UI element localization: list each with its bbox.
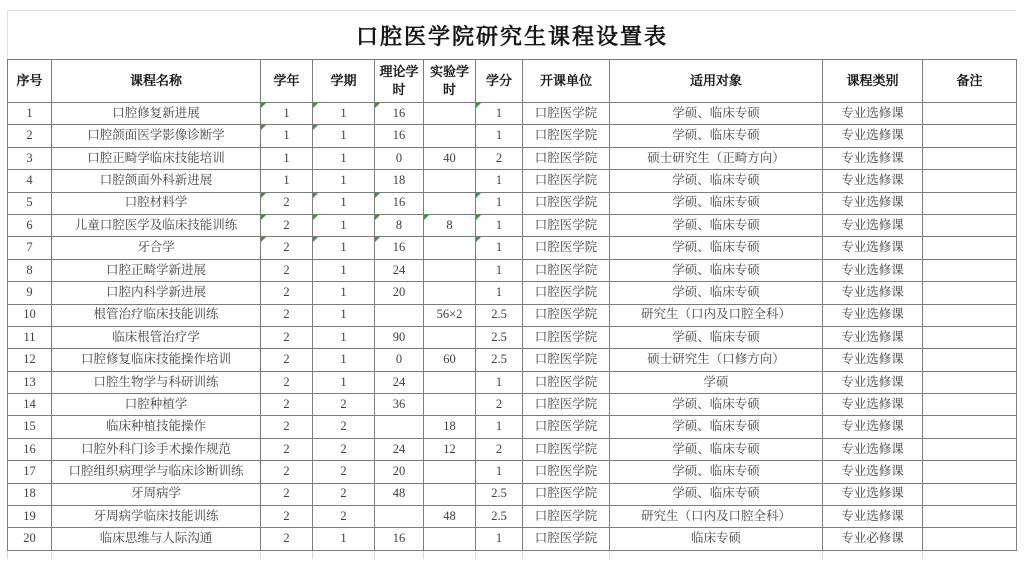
table-row — [8, 394, 1017, 416]
cell-index: 14 — [8, 394, 52, 416]
cell-unit: 口腔医学院 — [523, 103, 610, 125]
cell-target: 学硕、临床专硕 — [610, 170, 823, 192]
cell-course-name: 临床思维与人际沟通 — [52, 528, 261, 550]
stored-as-text-marker-icon — [261, 103, 266, 108]
table-header — [8, 60, 1017, 103]
stored-as-text-marker-icon — [476, 215, 481, 220]
cell-index: 1 — [8, 103, 52, 125]
cell-index: 5 — [8, 192, 52, 214]
cell-index: 11 — [8, 326, 52, 348]
stored-as-text-marker-icon — [313, 237, 318, 242]
table-row — [8, 416, 1017, 438]
cell-index: 12 — [8, 349, 52, 371]
cell-credit: 1 — [476, 237, 523, 259]
cell-credit: 1 — [476, 259, 523, 281]
cell-term: 2 — [313, 438, 375, 460]
cell-unit: 口腔医学院 — [523, 147, 610, 169]
cell-remark — [923, 214, 1017, 236]
cell-index: 6 — [8, 214, 52, 236]
partial-row — [8, 551, 1017, 559]
cell-theory-hours: 16 — [375, 103, 424, 125]
cell-term: 1 — [313, 237, 375, 259]
cell-category: 专业选修课 — [823, 304, 923, 326]
cell-unit: 口腔医学院 — [523, 483, 610, 505]
cell-lab-hours — [424, 326, 476, 348]
empty-cell — [52, 551, 261, 559]
cell-unit: 口腔医学院 — [523, 506, 610, 528]
column-header-theory: 理论学时 — [375, 60, 424, 103]
table-row — [8, 170, 1017, 192]
table-row — [8, 103, 1017, 125]
cell-target: 学硕、临床专硕 — [610, 461, 823, 483]
cell-course-name: 临床根管治疗学 — [52, 326, 261, 348]
cell-target: 学硕、临床专硕 — [610, 438, 823, 460]
cell-unit: 口腔医学院 — [523, 528, 610, 550]
stored-as-text-marker-icon — [476, 103, 481, 108]
cell-remark — [923, 326, 1017, 348]
stored-as-text-marker-icon — [476, 193, 481, 198]
cell-lab-hours: 12 — [424, 438, 476, 460]
cell-target: 硕士研究生（口修方向） — [610, 349, 823, 371]
stored-as-text-marker-icon — [261, 237, 266, 242]
cell-credit: 2 — [476, 147, 523, 169]
cell-target: 研究生（口内及口腔全科） — [610, 304, 823, 326]
cell-category: 专业选修课 — [823, 192, 923, 214]
cell-course-name: 口腔外科门诊手术操作规范 — [52, 438, 261, 460]
cell-unit: 口腔医学院 — [523, 371, 610, 393]
cell-course-name: 口腔正畸学新进展 — [52, 259, 261, 281]
cell-unit: 口腔医学院 — [523, 438, 610, 460]
cell-credit: 1 — [476, 192, 523, 214]
cell-lab-hours — [424, 192, 476, 214]
cell-year: 2 — [261, 483, 313, 505]
cell-category: 专业选修课 — [823, 282, 923, 304]
cell-index: 15 — [8, 416, 52, 438]
column-header-lab: 实验学时 — [424, 60, 476, 103]
cell-category: 专业选修课 — [823, 416, 923, 438]
empty-cell — [261, 551, 313, 559]
cell-year: 1 — [261, 125, 313, 147]
cell-lab-hours — [424, 394, 476, 416]
cell-category: 专业选修课 — [823, 170, 923, 192]
cell-term: 1 — [313, 125, 375, 147]
stored-as-text-marker-icon — [476, 237, 481, 242]
cell-term: 1 — [313, 259, 375, 281]
cell-year: 1 — [261, 103, 313, 125]
cell-theory-hours: 8 — [375, 214, 424, 236]
cell-unit: 口腔医学院 — [523, 259, 610, 281]
cell-credit: 2.5 — [476, 483, 523, 505]
empty-cell — [476, 551, 523, 559]
empty-cell — [424, 551, 476, 559]
table-body — [8, 103, 1017, 551]
cell-category: 专业选修课 — [823, 438, 923, 460]
table-row — [8, 461, 1017, 483]
cell-course-name: 儿童口腔医学及临床技能训练 — [52, 214, 261, 236]
cell-unit: 口腔医学院 — [523, 326, 610, 348]
cell-remark — [923, 461, 1017, 483]
cell-term: 1 — [313, 214, 375, 236]
stored-as-text-marker-icon — [313, 193, 318, 198]
cell-credit: 1 — [476, 461, 523, 483]
cell-credit: 1 — [476, 371, 523, 393]
cell-lab-hours — [424, 103, 476, 125]
cell-course-name: 口腔修复新进展 — [52, 103, 261, 125]
column-header-course: 课程名称 — [52, 60, 261, 103]
empty-cell — [610, 551, 823, 559]
cell-target: 学硕、临床专硕 — [610, 103, 823, 125]
cell-index: 3 — [8, 147, 52, 169]
cell-index: 4 — [8, 170, 52, 192]
cell-course-name: 口腔生物学与科研训练 — [52, 371, 261, 393]
cell-year: 2 — [261, 214, 313, 236]
cell-theory-hours: 20 — [375, 282, 424, 304]
cell-course-name: 牙周病学 — [52, 483, 261, 505]
cell-theory-hours — [375, 506, 424, 528]
cell-credit: 2.5 — [476, 304, 523, 326]
cell-unit: 口腔医学院 — [523, 282, 610, 304]
cell-category: 专业选修课 — [823, 394, 923, 416]
cell-category: 专业必修课 — [823, 528, 923, 550]
cell-term: 2 — [313, 483, 375, 505]
cell-category: 专业选修课 — [823, 349, 923, 371]
cell-credit: 2 — [476, 394, 523, 416]
cell-index: 16 — [8, 438, 52, 460]
cell-target: 学硕、临床专硕 — [610, 483, 823, 505]
cell-credit: 2.5 — [476, 506, 523, 528]
cell-theory-hours: 24 — [375, 438, 424, 460]
cell-credit: 1 — [476, 125, 523, 147]
cell-lab-hours — [424, 282, 476, 304]
cell-unit: 口腔医学院 — [523, 394, 610, 416]
table-row — [8, 237, 1017, 259]
cell-unit: 口腔医学院 — [523, 304, 610, 326]
cell-course-name: 牙周病学临床技能训练 — [52, 506, 261, 528]
cell-year: 1 — [261, 170, 313, 192]
cell-target: 学硕、临床专硕 — [610, 394, 823, 416]
cell-unit: 口腔医学院 — [523, 170, 610, 192]
cell-course-name: 口腔颌面外科新进展 — [52, 170, 261, 192]
cell-theory-hours: 0 — [375, 349, 424, 371]
cell-lab-hours — [424, 371, 476, 393]
cell-target: 学硕、临床专硕 — [610, 214, 823, 236]
cell-index: 10 — [8, 304, 52, 326]
cell-unit: 口腔医学院 — [523, 349, 610, 371]
cell-remark — [923, 394, 1017, 416]
cell-term: 1 — [313, 304, 375, 326]
cell-credit: 2.5 — [476, 349, 523, 371]
stored-as-text-marker-icon — [375, 237, 380, 242]
cell-year: 2 — [261, 192, 313, 214]
cell-year: 2 — [261, 438, 313, 460]
stored-as-text-marker-icon — [375, 103, 380, 108]
cell-year: 2 — [261, 461, 313, 483]
cell-unit: 口腔医学院 — [523, 237, 610, 259]
cell-credit: 1 — [476, 416, 523, 438]
table-row — [8, 192, 1017, 214]
cell-theory-hours: 24 — [375, 371, 424, 393]
cell-remark — [923, 125, 1017, 147]
partial-gridlines — [7, 551, 1016, 559]
table-row — [8, 326, 1017, 348]
stored-as-text-marker-icon — [261, 193, 266, 198]
cell-remark — [923, 416, 1017, 438]
cell-index: 8 — [8, 259, 52, 281]
cell-target: 学硕、临床专硕 — [610, 259, 823, 281]
cell-theory-hours: 90 — [375, 326, 424, 348]
cell-index: 20 — [8, 528, 52, 550]
cell-target: 研究生（口内及口腔全科） — [610, 506, 823, 528]
cell-term: 1 — [313, 103, 375, 125]
cell-unit: 口腔医学院 — [523, 125, 610, 147]
cell-remark — [923, 103, 1017, 125]
cell-lab-hours — [424, 170, 476, 192]
cell-lab-hours: 56×2 — [424, 304, 476, 326]
partial-next-row — [7, 551, 1016, 559]
cell-term: 2 — [313, 416, 375, 438]
cell-theory-hours — [375, 416, 424, 438]
cell-year: 2 — [261, 282, 313, 304]
cell-remark — [923, 237, 1017, 259]
table-row — [8, 438, 1017, 460]
cell-category: 专业选修课 — [823, 103, 923, 125]
cell-course-name: 临床种植技能操作 — [52, 416, 261, 438]
empty-cell — [923, 551, 1017, 559]
cell-course-name: 口腔颌面医学影像诊断学 — [52, 125, 261, 147]
cell-lab-hours — [424, 259, 476, 281]
cell-theory-hours: 48 — [375, 483, 424, 505]
stored-as-text-marker-icon — [313, 125, 318, 130]
table-row — [8, 259, 1017, 281]
stored-as-text-marker-icon — [313, 103, 318, 108]
cell-lab-hours — [424, 125, 476, 147]
table-row — [8, 371, 1017, 393]
cell-year: 2 — [261, 349, 313, 371]
cell-term: 2 — [313, 461, 375, 483]
cell-remark — [923, 438, 1017, 460]
cell-credit: 1 — [476, 170, 523, 192]
page-title: 口腔医学院研究生课程设置表 — [355, 23, 668, 49]
cell-lab-hours: 18 — [424, 416, 476, 438]
table-row — [8, 304, 1017, 326]
cell-index: 18 — [8, 483, 52, 505]
cell-term: 2 — [313, 394, 375, 416]
cell-course-name: 口腔材料学 — [52, 192, 261, 214]
cell-theory-hours: 16 — [375, 125, 424, 147]
cell-target: 硕士研究生（正畸方向） — [610, 147, 823, 169]
cell-term: 1 — [313, 147, 375, 169]
cell-remark — [923, 282, 1017, 304]
cell-lab-hours — [424, 483, 476, 505]
cell-target: 学硕、临床专硕 — [610, 125, 823, 147]
cell-target: 学硕、临床专硕 — [610, 326, 823, 348]
cell-course-name: 根管治疗临床技能训练 — [52, 304, 261, 326]
cell-term: 1 — [313, 282, 375, 304]
cell-target: 临床专硕 — [610, 528, 823, 550]
cell-category: 专业选修课 — [823, 483, 923, 505]
cell-index: 19 — [8, 506, 52, 528]
cell-year: 2 — [261, 416, 313, 438]
stored-as-text-marker-icon — [261, 215, 266, 220]
table-row — [8, 506, 1017, 528]
cell-year: 2 — [261, 394, 313, 416]
cell-theory-hours: 16 — [375, 528, 424, 550]
cell-year: 2 — [261, 259, 313, 281]
cell-credit: 2.5 — [476, 326, 523, 348]
cell-year: 1 — [261, 147, 313, 169]
cell-lab-hours: 40 — [424, 147, 476, 169]
header-row — [8, 60, 1017, 103]
cell-credit: 1 — [476, 214, 523, 236]
course-table-sheet — [7, 10, 1016, 559]
cell-term: 1 — [313, 192, 375, 214]
cell-term: 1 — [313, 170, 375, 192]
cell-year: 2 — [261, 304, 313, 326]
empty-cell — [375, 551, 424, 559]
column-header-remark: 备注 — [923, 60, 1017, 103]
cell-remark — [923, 371, 1017, 393]
cell-course-name: 口腔正畸学临床技能培训 — [52, 147, 261, 169]
cell-year: 2 — [261, 237, 313, 259]
cell-index: 17 — [8, 461, 52, 483]
stored-as-text-marker-icon — [424, 215, 429, 220]
cell-credit: 1 — [476, 282, 523, 304]
cell-unit: 口腔医学院 — [523, 461, 610, 483]
column-header-year: 学年 — [261, 60, 313, 103]
cell-category: 专业选修课 — [823, 461, 923, 483]
cell-year: 2 — [261, 506, 313, 528]
cell-unit: 口腔医学院 — [523, 214, 610, 236]
cell-category: 专业选修课 — [823, 506, 923, 528]
cell-category: 专业选修课 — [823, 147, 923, 169]
cell-year: 2 — [261, 326, 313, 348]
cell-lab-hours: 8 — [424, 214, 476, 236]
cell-remark — [923, 170, 1017, 192]
cell-category: 专业选修课 — [823, 237, 923, 259]
cell-remark — [923, 304, 1017, 326]
table-row — [8, 125, 1017, 147]
cell-remark — [923, 147, 1017, 169]
table-row — [8, 349, 1017, 371]
column-header-unit: 开课单位 — [523, 60, 610, 103]
cell-category: 专业选修课 — [823, 371, 923, 393]
cell-unit: 口腔医学院 — [523, 192, 610, 214]
cell-course-name: 口腔内科学新进展 — [52, 282, 261, 304]
cell-lab-hours — [424, 461, 476, 483]
stored-as-text-marker-icon — [375, 193, 380, 198]
title-row — [7, 10, 1016, 59]
cell-target: 学硕、临床专硕 — [610, 237, 823, 259]
cell-remark — [923, 349, 1017, 371]
empty-cell — [313, 551, 375, 559]
table-row — [8, 147, 1017, 169]
cell-remark — [923, 259, 1017, 281]
cell-year: 2 — [261, 371, 313, 393]
cell-theory-hours: 24 — [375, 259, 424, 281]
cell-target: 学硕 — [610, 371, 823, 393]
empty-cell — [823, 551, 923, 559]
cell-theory-hours: 20 — [375, 461, 424, 483]
course-table — [7, 59, 1017, 551]
cell-category: 专业选修课 — [823, 214, 923, 236]
cell-lab-hours: 60 — [424, 349, 476, 371]
table-row — [8, 483, 1017, 505]
stored-as-text-marker-icon — [375, 215, 380, 220]
cell-unit: 口腔医学院 — [523, 416, 610, 438]
empty-cell — [523, 551, 610, 559]
cell-theory-hours: 36 — [375, 394, 424, 416]
column-header-term: 学期 — [313, 60, 375, 103]
empty-cell — [8, 551, 52, 559]
cell-index: 7 — [8, 237, 52, 259]
cell-theory-hours: 16 — [375, 192, 424, 214]
cell-term: 1 — [313, 371, 375, 393]
table-row — [8, 214, 1017, 236]
cell-theory-hours — [375, 304, 424, 326]
table-row — [8, 282, 1017, 304]
stored-as-text-marker-icon — [261, 125, 266, 130]
cell-remark — [923, 528, 1017, 550]
cell-course-name: 口腔修复临床技能操作培训 — [52, 349, 261, 371]
cell-lab-hours: 48 — [424, 506, 476, 528]
cell-credit: 1 — [476, 528, 523, 550]
cell-term: 2 — [313, 506, 375, 528]
cell-course-name: 牙合学 — [52, 237, 261, 259]
cell-term: 1 — [313, 349, 375, 371]
cell-target: 学硕、临床专硕 — [610, 416, 823, 438]
cell-target: 学硕、临床专硕 — [610, 192, 823, 214]
cell-term: 1 — [313, 528, 375, 550]
cell-index: 9 — [8, 282, 52, 304]
cell-credit: 1 — [476, 103, 523, 125]
cell-lab-hours — [424, 237, 476, 259]
table-row — [8, 528, 1017, 550]
cell-category: 专业选修课 — [823, 125, 923, 147]
column-header-index: 序号 — [8, 60, 52, 103]
cell-theory-hours: 0 — [375, 147, 424, 169]
column-header-credit: 学分 — [476, 60, 523, 103]
cell-term: 1 — [313, 326, 375, 348]
cell-category: 专业选修课 — [823, 259, 923, 281]
stored-as-text-marker-icon — [313, 215, 318, 220]
cell-category: 专业选修课 — [823, 326, 923, 348]
cell-year: 2 — [261, 528, 313, 550]
cell-index: 2 — [8, 125, 52, 147]
cell-lab-hours — [424, 528, 476, 550]
cell-course-name: 口腔种植学 — [52, 394, 261, 416]
cell-theory-hours: 18 — [375, 170, 424, 192]
cell-remark — [923, 192, 1017, 214]
cell-remark — [923, 506, 1017, 528]
column-header-category: 课程类别 — [823, 60, 923, 103]
cell-index: 13 — [8, 371, 52, 393]
cell-course-name: 口腔组织病理学与临床诊断训练 — [52, 461, 261, 483]
cell-theory-hours: 16 — [375, 237, 424, 259]
cell-credit: 2 — [476, 438, 523, 460]
cell-remark — [923, 483, 1017, 505]
column-header-target: 适用对象 — [610, 60, 823, 103]
cell-target: 学硕、临床专硕 — [610, 282, 823, 304]
